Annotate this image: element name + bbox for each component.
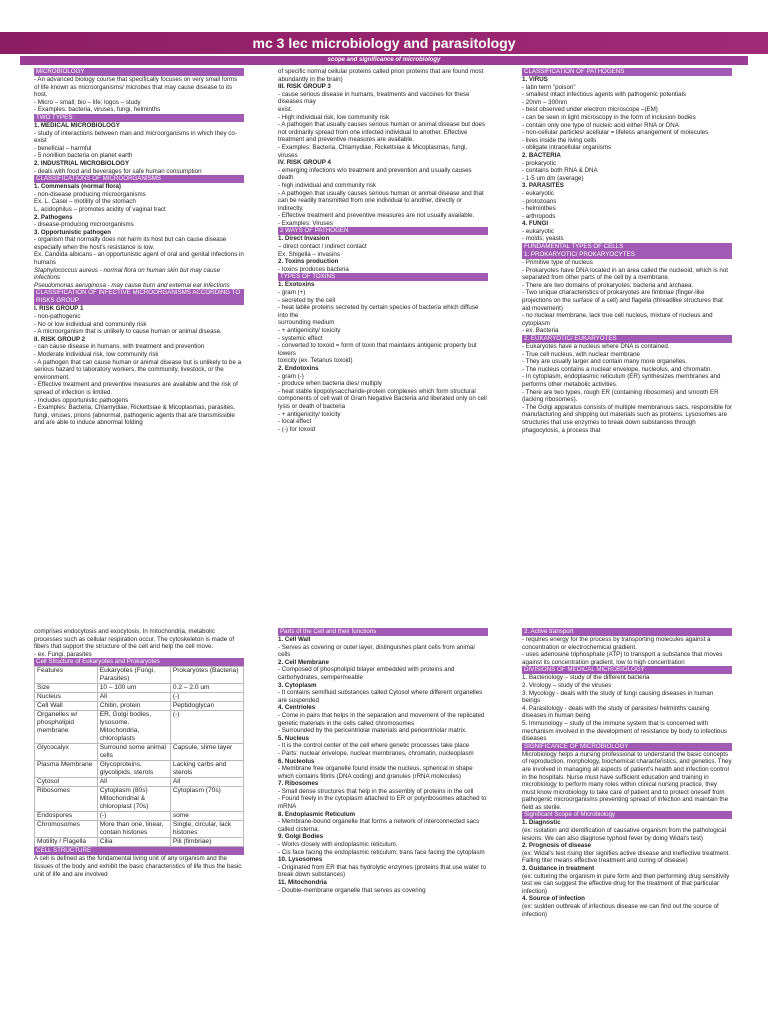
table-cell: All [97,693,170,702]
table-row [35,821,244,838]
table-cell: Lacking carbs and sterols [170,761,243,778]
column-5 [278,628,488,1024]
section-heading: 2 WAYS OF PATHOGEN [278,227,488,235]
text-line: 1. VIRUS [522,76,548,83]
text-line: 3. Opportunistic pathogen [34,228,111,236]
section-heading: 1. PROKARYOTIC/ PROKARYOCYTES [522,251,732,259]
text-line: - Serves as covering or outer layer, distinguishes plant cells from animal cells [278,643,475,659]
text-line: - deals with food and beverages for safe human consumption [34,167,202,175]
table-cell: (-) [97,812,170,821]
text-line: - + antigenicity/ toxicity [278,410,341,418]
text-line: (ex: sudden outbreak of infectious disease we can find out the source of infection) [522,903,719,918]
table-cell: Cytosol [35,778,98,787]
text-line: - helminthes [522,205,556,213]
text-line: - best observed under electron microscope –(EM) [522,106,658,114]
table-cell: Glycoproteins, glycolipids, sterols [97,761,170,778]
table-row [35,787,244,812]
column-4-intro [34,628,244,666]
text-line: IV. RISK GROUP 4 [278,159,331,167]
text-line: 4. Source of infection [522,895,585,903]
text-line: - can be seen in light microscopy in the form of inclusion bodies [522,113,696,121]
text-line: 5. Nucleus [278,734,309,742]
text-line: - gram (+) [278,289,306,297]
text-line: - Examples: Bacteria, Chlamydiae, Rickettsiae & Micoplasmas, fungi, viruses [278,143,468,159]
text-line: - protozoans [522,197,557,205]
table-row [35,761,244,778]
text-line: 2. INDUSTRIAL MICROBIOLOGY [34,159,130,167]
text-line: 3. Guidance in treatment [522,865,595,873]
table-cell: Cytoplasm (80s) Mitochondrial & chloroplast (70s) [97,787,170,812]
section-heading: TWO TYPES: [34,114,244,122]
text-line: Ex. Shigella – invasins [278,250,340,258]
text-line: especially when the host's resistance is low. [34,243,155,251]
text-line: 2. Endotoxins [278,364,319,372]
table-row [35,684,244,693]
text-line: 4. Centrioles [278,704,316,712]
text-line: 2. Toxins production [278,258,339,266]
text-line: (ex: Widal's test rising titer signifies active disease and ineffective treatment. Falling titer means effective treatment and curing of disease) [522,849,731,865]
column-6 [522,628,732,1024]
text-line: - produce when bacteria dies/ multiply [278,380,382,388]
table-cell: Cilia [97,838,170,847]
text-line: - Prokaryotes have DNA located in an area called the nucleoid, which is not separated from other parts of the cell by a membrane. [522,266,729,282]
text-line: - study of interactions between man and microorganisms in which they co-exist [34,129,237,145]
text-line: - In cytoplasm, endoplasmic reticulum (ER) synthesizes membranes and performs other metabolic activities. [522,373,721,388]
text-line: - (-) for toxoid [278,425,316,433]
text-line: - Membrane free organelle found inside the nucleus, spherical in shape which contains fibrils (DNA coding) and granules (rRNA molecules) [278,765,473,780]
text-line: - heat labile proteins secreted by certain species of bacteria which diffuse into the [278,304,479,319]
text-line: III. RISK GROUP 3 [278,83,331,91]
text-line: - lives inside the living cells [522,136,597,144]
text-line: - non-pathogenic [34,313,81,321]
text-line: - The nucleus contains a nuclear envelope, nucleolus, and chromatin. [522,365,713,373]
table-cell: More than one, linear, contain histones [97,821,170,838]
document-title: mc 3 lec microbiology and parasitology [0,32,768,54]
text-line: 2. Cell Membrane [278,658,329,666]
text-line: - Effective treatment and preventive measures are available and the risk of spread of infection is limited. [34,381,238,396]
section-heading: DIVISIONS OF MEDICAL MICROBIOLOGY [522,666,732,674]
table-cell: Organelles w/ phospholipid membrane [35,711,98,744]
text-line: - Originated from ER that has hydrolytic enzymes (proteins that use water to break down substances) [278,863,487,879]
text-line: 3. Cytoplasm [278,681,317,689]
text-line: - arthropods [522,212,556,220]
table-cell: All [97,778,170,787]
text-line: - requires energy for the process by transporting molecules against a concentration or electrochemical gradient. [522,636,711,651]
text-line: - A pathogen that usually causes serious human or animal disease and that can be readily transmitted from one individual to another, directly or indirectly. [278,189,484,212]
text-line: - Cis face facing the endoplasmic reticulum; trans face facing the cytoplasm [278,848,485,856]
table-cell: ER, Golgi bodies, lysosome. Mitochondria, chloroplasts [97,711,170,744]
text-line: - An advanced biology course that specifically focuses on very small forms of life known as microorganisms/ microbes that may cause disease to its host. [34,76,238,99]
text-line: - Double-membrane organelle that serves as covering [278,886,426,894]
text-line: - ex. Fungi, parasites [34,650,92,658]
text-line: - Includes opportunistic pathogens [34,396,129,404]
text-line: - Eukaryotes have a nucleus where DNA is contained. [522,343,670,350]
text-line: 1. Exotoxins [278,281,315,289]
text-line: - Examples: Viruses [278,219,333,227]
text-line: surrounding medium [278,319,335,327]
text-line: - eukaryotic [522,227,554,235]
table-row [35,702,244,711]
text-line: 1. Commensals (normal flora) [34,183,121,191]
table-cell: Cytoplasm (70s) [170,787,243,812]
text-line: - 1-5 um dm (average) [522,174,584,182]
text-line: - High individual risk, low community risk [278,113,390,121]
text-line: - uses adenosine triphosphate (ATP) to transport a substance that moves against its concentration gradient, low to high concentration [522,651,723,666]
text-line: - Works closely with endoplasmic reticulum. [278,841,398,849]
text-line: Ex. Candida albicans - an opportunistic agent of oral and genital infections in humans [34,251,244,267]
text-line: - can cause disease in humans, with treatment and prevention [34,343,205,351]
section-heading: CLASSIFICATION OF PATHOGENS [522,68,732,76]
column-1 [34,68,244,540]
text-line: toxicity (ex. Tetanus toxoid) [278,357,353,365]
text-line: - toxins produces bacteria [278,265,349,273]
table-cell: (-) [170,693,243,702]
table-cell: 0.2 – 2.0 um [170,684,243,693]
text-line: (ex: culturing the organism in pure form and then performing drug sensitivity test we can suggest the effective drug for the treatment of that particular infection) [522,872,730,895]
text-line: - A pathogen that usually causes serious human or animal disease but does not ordinarily spread from one infected individual to another. Effective treatment and preventive measures are available. [278,121,486,144]
text-line: - organism that normally does not harm its host but can cause disease [34,236,227,244]
text-line: - beneficial – harmful [34,144,92,152]
text-line: - Primitive type of nucleus [522,259,593,267]
table-cell: Pili (fimbriae) [170,838,243,847]
text-line: - Effective treatment and preventive measures are not usually available. [278,212,475,220]
table-row [35,667,244,684]
table-cell: Chromosomes [35,821,98,838]
text-line: - Moderate individual risk, low community risk [34,351,159,358]
text-line: 1. Direct Invasion [278,235,330,243]
text-line: 9. Golgi Bodies [278,833,324,841]
text-line: - latin term "poison" [522,83,576,91]
text-line: – direct contact / indirect contact [278,243,367,251]
table-cell: some [170,812,243,821]
text-line: - A microorganism that is unlikely to cause human or animal disease. [34,328,222,336]
column-3 [522,68,732,540]
section-heading: CELL STRUCTURE [34,847,244,855]
table-cell: (-) [170,711,243,744]
document-subtitle: scope and significance of microbiology [20,56,748,65]
text-line: 1. Bacteriology – study of the different bacteria [522,674,650,682]
text-line: - contains both RNA & DNA [522,167,598,175]
text-line: - converted to toxoid = form of toxin that maintains antigenic property but lowers [278,342,477,357]
table-cell: Chitin, protein [97,702,170,711]
text-line: of specific normal cellular proteins called prion proteins that are found most abundantly in the brain) [278,68,484,83]
text-line: L. acidophilus – promotes acidity of vaginal tract [34,205,166,213]
table-cell: Single, circular, lack histones [170,821,243,838]
table-row [35,693,244,702]
text-line: - A pathogen that can cause human or animal disease but is unlikely to be a serious hazard to laboratory workers, the community, livestock, or the environment. [34,358,242,381]
table-cell: Features [35,667,98,684]
table-cell: Endospores [35,812,98,821]
table-cell: Eukaryotes (Fungi, Parasites) [97,667,170,684]
text-line: - obligate intracellular organisms [522,144,612,152]
text-line: 8. Endoplasmic Reticulum [278,810,356,818]
table-cell: Ribosomes [35,787,98,812]
table-cell: 10 – 100 um [97,684,170,693]
text-line: - systemic effect [278,334,323,342]
text-line: - no nuclear membrane, lack true cell nucleus, mixture of nucleus and cytoplasm [522,312,713,327]
section-heading: Parts of the Cell and their functions [278,628,488,636]
text-line: I. RISK GROUP 1 [34,305,84,313]
section-heading: Significant Scope of Microbiology [522,811,732,819]
text-line: - Come in pairs that helps in the separation and movement of the replicated genetic materials in the cells called chromosomes [278,711,485,727]
text-line: (ex: isolation and identification of causative organism from the pathological lesions. We can also diagnose typhoid fever by doing Widal's test) [522,827,726,842]
text-line: - It contains semifluid substances called Cytosol where different organelles are suspended [278,689,483,704]
text-line: - heat stable lipopolysaccharide-protein complexes which form structural components of cell wall of Gram Negative Bacteria and liberated only on cell lysis or death of bacteria [278,387,487,410]
text-line: - contain only one type of nucleic acid either RNA or DNA [522,121,679,129]
cell-structure-table [34,666,244,847]
text-line: 1. Diagnostic [522,819,561,827]
text-line: - local effect [278,418,312,426]
text-line: 2. Virology – study of the viruses [522,681,612,689]
text-line: 4. FUNGI [522,220,549,228]
text-line: Ex. L. Casei – motility of the stomach [34,198,136,206]
text-line: 5. Immunology – study of the immune system that is concerned with mechanism involved in the development of resistance by body to infectious diseases [522,719,727,743]
text-line: - They are usually larger and contain many more organelles. [522,358,687,366]
table-cell: Cell Wall [35,702,98,711]
text-line: 1. MEDICAL MICROBIOLOGY [34,121,120,129]
text-line: - secreted by the cell [278,296,336,304]
table-cell: Size [35,684,98,693]
text-line: - smallest intact infectious agents with pathogenic potentials [522,91,687,99]
table-row [35,838,244,847]
text-line: - Surrounded by the pericentriolar materials and pericentriolar matrix. [278,727,467,735]
text-line: - Parts: nuclear envelope, nuclear membranes, chromatin, nucleoplasm [278,749,474,757]
text-line: Microbiology helps a nursing professional to understand the basic concepts of reproduction, morphology, biochemical characteristics, and genetics. They are involved in managing all aspects of patient's health and infection control in the hospitals. Nurse must have sufficient education and training in microbiology to perform many roles within clinical nursing practice, they must know microbiology to take care of patient and to protect oneself from pathogenic microorganisms preventing spread of infection and maintain the field as sterile. [522,750,732,811]
text-line: - 20nm – 300nm [522,98,568,106]
section-heading: FUNDAMENTAL TYPES OF CELLS [522,243,732,251]
text-line: 7. Ribosomes [278,780,319,788]
text-line: - The Golgi apparatus consists of multiple membranous sacs, responsible for manufacturing and shipping out materials such as proteins. Lysosomes are structures that use enzymes to break down substances through phagocytosis, a process that [522,403,732,434]
table-row [35,812,244,821]
text-line: 11. Mitochondria [278,879,327,886]
text-line: 3. Mycology - deals with the study of fungi causing diseases in human beings [522,689,714,705]
text-line: - gram (-) [278,372,304,380]
text-line: 2. Prognosis of disease [522,842,592,850]
text-line: - Micro – small; bio – life; logos – study [34,98,141,106]
text-line: - emerging infections w/o treatment and prevention and usually causes death [278,166,472,182]
section-heading: 2. EUKARYOTIC/ EUKARYOTES [522,335,732,343]
section-heading: CLASSIFICATIONS OF MICROORGANISMS [34,175,244,183]
table-row [35,744,244,761]
table-row [35,711,244,744]
text-line: - Examples: bacteria, viruses, fungi, helminths [34,106,161,114]
text-line: - There are two domains of prokaryotes: bacteria and archaea. [522,281,694,289]
text-line: - disease-producing microorganisms [34,221,134,229]
text-line: Pseudomonas aeruginosa - may cause burn and external ear infections [34,281,230,289]
text-line: comprises endocytosis and exocytosis. In mitochondria, metabolic processes such as cellular respiration occur. The cytoskeleton is made of fibers that support the structure of the cell and help the cell move. [34,628,235,651]
table-cell: Peptidoglycan [170,702,243,711]
text-line: - No or low individual and community risk [34,320,147,328]
text-line: 1. Cell Wall [278,636,311,643]
table-cell: Plasma Membrane [35,761,98,778]
text-line: - non-disease producing microorganisms [34,190,146,198]
text-line: 2. Pathogens [34,213,73,221]
text-line: - Two unique characteristics of prokaryotes are fimbriae (finger-like projections on the surface of a cell) and flagella (threadlike structures that aid movement) [522,289,723,312]
text-line: - It is the control center of the cell where genetic processes take place [278,742,470,750]
section-heading: SIGNIFICANCE OF MICROBIOLOGY [522,743,732,751]
text-line: - Examples: Bacteria, Chlamydiae, Rickettsiae & Micoplasmas, parasites, fungi, viruses, prions (abnormal, pathogenic agents that are transmissible and are able to induce abnormal folding [34,404,235,427]
text-line: - Composed of phospholipid bilayer embedded with proteins and carbohydrates, semipermeable [278,666,455,681]
text-line: A cell is defined as the fundamental living unit of any organism and the tissues of the body and exhibit the basic characteristics of life thus the basic unit of life and are involved [34,855,242,878]
text-line: - ex. Bacteria [522,327,559,335]
text-line: 6. Nucleolus [278,757,315,765]
text-line: - + antigenicity/ toxicity [278,327,341,334]
column-4 [34,628,244,1024]
text-line: - Small dense structures that help in the assembly of proteins in the cell [278,787,474,795]
column-4-cell-structure [34,847,244,878]
text-line: 10. Lysosomes [278,856,323,864]
text-line: - high individual and community risk [278,181,377,189]
section-heading: Cell Structure of Eukaryotes and Prokaryotes [34,658,244,666]
text-line: - molds; yeasts [522,235,564,243]
text-line: 4. Parasitology - deals with the study of parasites/ helminths causing diseases in human being [522,704,710,720]
section-heading: 2. Active transport [522,628,732,636]
text-line: - non-cellular particles/ acellular = lifeless arrangement of molecules [522,129,709,137]
column-2 [278,68,488,540]
text-line: - cause serious disease in humans, treatments and vaccines for these diseases may [278,90,470,106]
table-cell: Glycocalyx [35,744,98,761]
text-line: - True cell nucleus, with nuclear membrane [522,350,640,358]
table-row [35,778,244,787]
text-line: II. RISK GROUP 2 [34,335,86,343]
section-heading: TYPES OF TOXINS [278,273,488,281]
text-line: Staphylococcus aureus - normal flora on human skin but may cause infections [34,266,221,282]
text-line: - There are two types, rough ER (containing ribosomes) and smooth ER (lacking ribosomes). [522,388,719,404]
table-cell: Capsule, slime layer [170,744,243,761]
section-heading: CLASSIFICATION OF INFECTIVE MICROORGANISMS ACCORDING TO RISKS GROUP [34,289,244,305]
text-line: exist. [278,105,293,113]
table-cell: Surround some animal cells [97,744,170,761]
table-cell: Nucleus [35,693,98,702]
table-cell: All [170,778,243,787]
text-line: - eukaryotic [522,189,554,197]
table-cell: Prokaryotes (Bacteria) [170,667,243,684]
table-cell: Motility / Flagella [35,838,98,847]
section-heading: MICROBIOLOGY [34,68,244,76]
text-line: - Membrane-bound organelle that forms a network of interconnected sacs called cisterna. [278,818,480,833]
text-line: - 5 nonillion bacteria on planet earth [34,152,133,160]
text-line: - prokaryotic [522,159,557,167]
text-line: - Found freely in the cytoplasm attached to ER or polyribosomes attached to mRNA [278,795,487,811]
text-line: 3. PARASITES [522,182,564,190]
text-line: 2. BACTERIA [522,151,561,159]
